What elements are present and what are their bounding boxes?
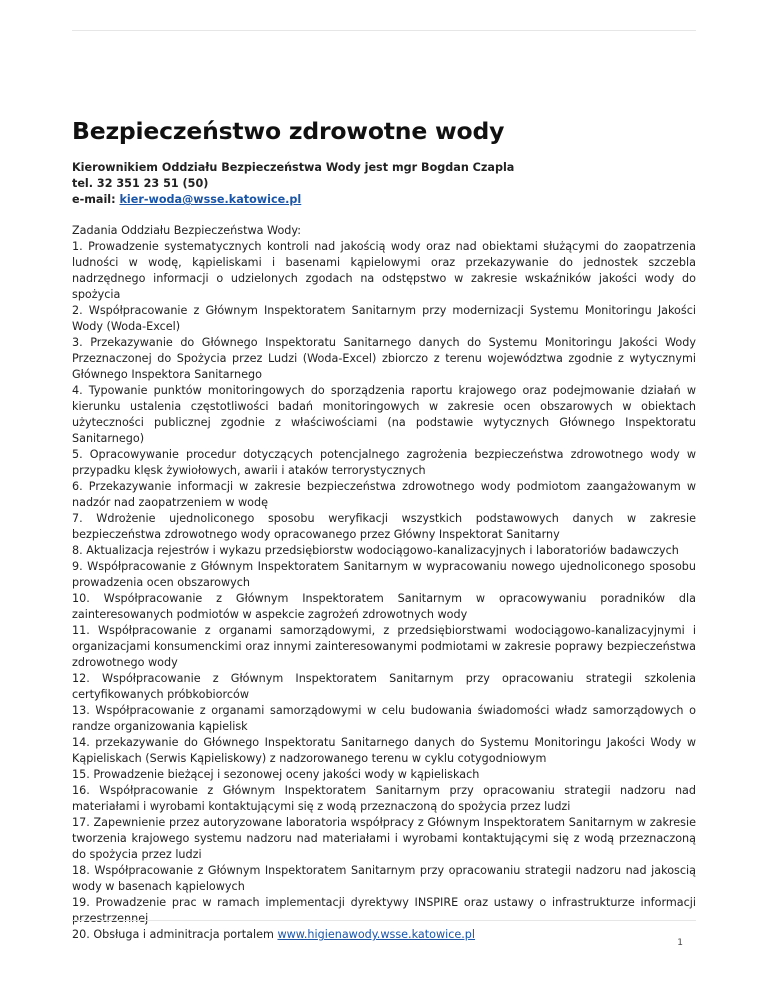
page-number: 1 — [677, 938, 683, 948]
task-item: 19. Prowadzenie prac w ramach implementacji dyrektywy INSPIRE oraz ustawy o infrastrukturze informacji przestrzennej — [72, 896, 696, 925]
email-label: e-mail: — [72, 193, 120, 206]
task-item: 18. Współpracowanie z Głównym Inspektoratem Sanitarnym przy opracowaniu strategii nadzoru nad jakoscią wody w basenach kąpielowych — [72, 864, 696, 893]
task-item: 5. Opracowywanie procedur dotyczących potencjalnego zagrożenia bezpieczeństwa zdrowotnego wody w przypadku klęsk żywiołowych, awarii i ataków terrorystycznych — [72, 448, 696, 477]
email-link[interactable]: kier-woda@wsse.katowice.pl — [119, 193, 302, 206]
head-of-department: Kierownikiem Oddziału Bezpieczeństwa Wody jest mgr Bogdan Czapla — [72, 161, 515, 174]
task-item-20 — [72, 927, 696, 943]
task-item: 8. Aktualizacja rejestrów i wykazu przedsiębiorstw wodociągowo-kanalizacyjnych i laboratoriów badawczych — [72, 544, 679, 557]
task-item: 3. Przekazywanie do Głównego Inspektoratu Sanitarnego danych do Systemu Monitoringu Jakości Wody Przeznaczonej do Spożycia przez Ludzi (Woda-Excel) zbiorczo z terenu województwa zgodnie z wytycznymi Głównego Inspektora Sanitarnego — [72, 336, 696, 381]
task-item: 10. Współpracowanie z Głównym Inspektoratem Sanitarnym w opracowywaniu poradników dla zainteresowanych podmiotów w aspekcie zagrożeń zdrowotnych wody — [72, 592, 696, 621]
task-item: 15. Prowadzenie bieżącej i sezonowej oceny jakości wody w kąpieliskach — [72, 768, 480, 781]
email-line — [72, 192, 696, 208]
task-20-text: 20. Obsługa i adminitracja portalem — [72, 928, 278, 941]
task-item: 1. Prowadzenie systematycznych kontroli nad jakością wody oraz nad obiektami służącymi do zaopatrzenia ludności w wodę, kąpieliskami i basenami kąpielowymi oraz przekazywanie do jednostek szczebla nadrzędnego informacji o udzielonych zgodach na odstępstwo w zakresie wskaźników jakości wody do spożycia — [72, 240, 696, 301]
phone-number: tel. 32 351 23 51 (50) — [72, 177, 209, 190]
task-item: 11. Współpracowanie z organami samorządowymi, z przedsiębiorstwami wodociągowo-kanalizacyjnymi i organizacjami konsumenckimi oraz innymi zainteresowanymi podmiotami w zakresie poprawy bezpieczeństwa zdrowotnego wody — [72, 624, 696, 669]
task-item: 14. przekazywanie do Głównego Inspektoratu Sanitarnego danych do Systemu Monitoringu Jakości Wody w Kąpieliskach (Serwis Kąpieliskowy) z nadzorowanego terenu w cyklu cotygodniowym — [72, 736, 696, 765]
task-item: 12. Współpracowanie z Głównym Inspektoratem Sanitarnym przy opracowaniu strategii szkolenia certyfikowanych próbkobiorców — [72, 672, 696, 701]
task-item: 17. Zapewnienie przez autoryzowane laboratoria współpracy z Głównym Inspektoratem Sanitarnym w zakresie tworzenia krajowego systemu nadzoru nad materiałami i wyrobami kontaktującymi się z wodą przeznaczoną do spożycia przez ludzi — [72, 816, 696, 861]
tasks-intro: Zadania Oddziału Bezpieczeństwa Wody: — [72, 224, 301, 237]
task-item: 6. Przekazywanie informacji w zakresie bezpieczeństwa zdrowotnego wody podmiotom zaangażowanym w nadzór nad zaopatrzeniem w wodę — [72, 480, 696, 509]
task-item: 4. Typowanie punktów monitoringowych do sporządzenia raportu krajowego oraz podejmowanie działań w kierunku ustalenia częstotliwości badań monitoringowych w zakresie ocen obszarowych w obiektach użyteczności publicznej zgodnie z właściwościami (na podstawie wytycznych Głównego Inspektoratu Sanitarnego) — [72, 384, 696, 445]
task-item: 16. Współpracowanie z Głównym Inspektoratem Sanitarnym przy opracowaniu strategii nadzoru nad materiałami i wyrobami kontaktującymi się z wodą przeznaczoną do spożycia przez ludzi — [72, 784, 696, 813]
contact-block — [72, 160, 696, 208]
page-title: Bezpieczeństwo zdrowotne wody — [72, 117, 505, 145]
task-item: 9. Współpracowanie z Głównym Inspektoratem Sanitarnym w wypracowaniu nowego ujednoliconego sposobu prowadzenia ocen obszarowych — [72, 560, 696, 589]
bottom-divider — [72, 920, 696, 921]
tasks-section — [72, 223, 696, 943]
document-body — [72, 114, 696, 943]
portal-link[interactable]: www.higienawody.wsse.katowice.pl — [277, 928, 476, 941]
task-item: 2. Współpracowanie z Głównym Inspektoratem Sanitarnym przy modernizacji Systemu Monitoringu Jakości Wody (Woda-Excel) — [72, 304, 696, 333]
top-divider — [72, 30, 696, 31]
task-item: 13. Współpracowanie z organami samorządowymi w celu budowania świadomości władz samorządowych o randze organizowania kąpielisk — [72, 704, 696, 733]
task-item: 7. Wdrożenie ujednoliconego sposobu weryfikacji wszystkich podstawowych danych w zakresie bezpieczeństwa zdrowotnego wody opracowanego przez Główny Inspektorat Sanitarny — [72, 512, 696, 541]
